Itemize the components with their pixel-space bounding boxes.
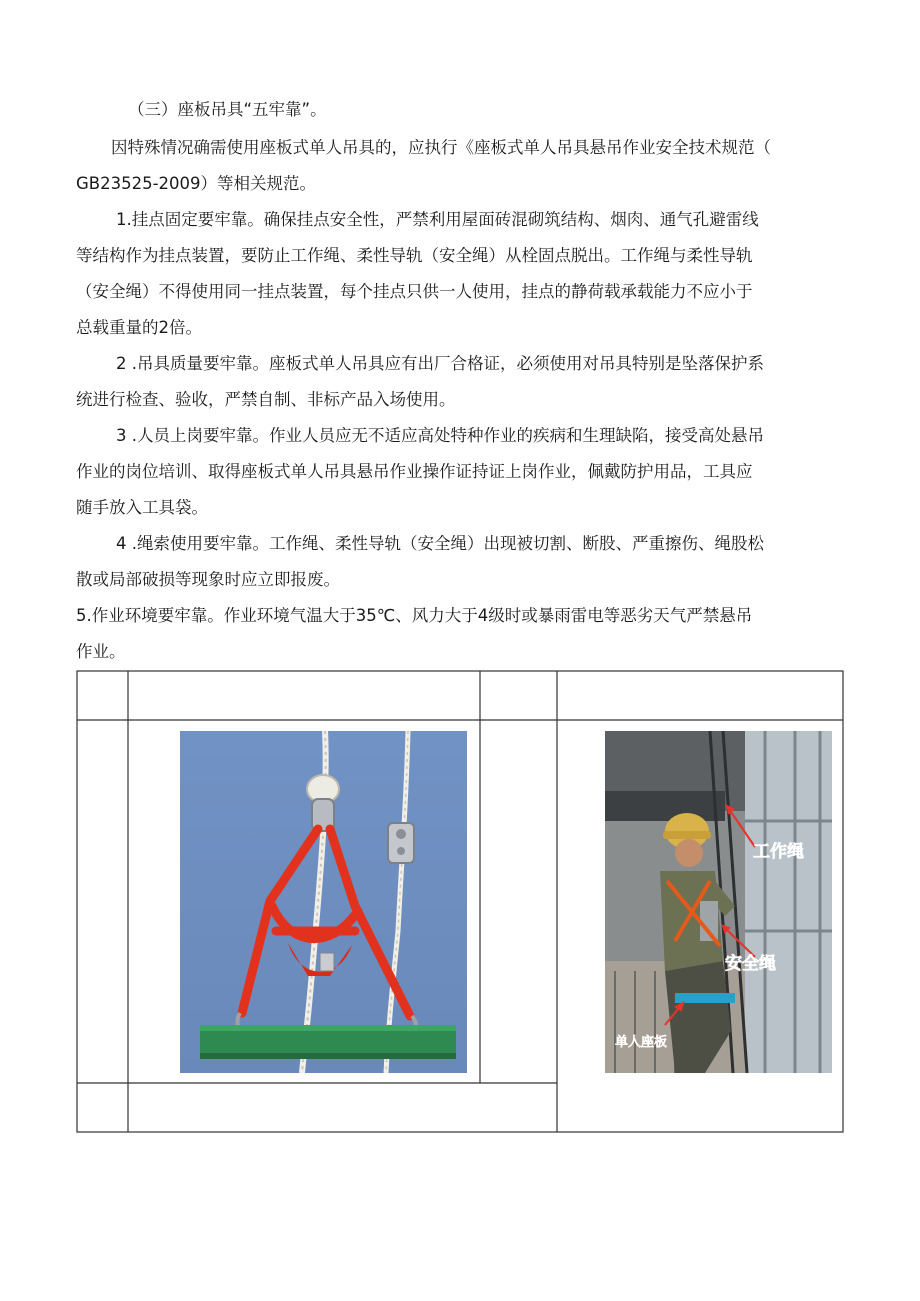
item-3-line-1: 3 .人员上岗要牢靠。作业人员应无不适应高处特种作业的疾病和生理缺陷，接受高处悬吊 [116, 426, 764, 445]
work-rope-label: 工作绳 [753, 842, 804, 862]
item-4-line-1: 4 .绳索使用要牢靠。工作绳、柔性导轨（安全绳）出现被切割、断股、严重擦伤、绳股松 [116, 534, 764, 553]
item-5-line-1: 5.作业环境要牢靠。作业环境气温大于35℃、风力大于4级时或暴雨雷电等恶劣天气严禁悬吊 [76, 606, 753, 625]
item-5-line-2: 作业。 [76, 642, 126, 661]
item-1-line-2: 等结构作为挂点装置，要防止工作绳、柔性导轨（安全绳）从栓固点脱出。工作绳与柔性导轨 [76, 246, 753, 265]
item-1-line-4: 总载重量的2倍。 [76, 318, 202, 337]
intro-line-2: GB23525-2009）等相关规范。 [76, 174, 317, 193]
intro-line-1: 因特殊情况确需使用座板式单人吊具的，应执行《座板式单人吊具悬吊作业安全技术规范（ [111, 138, 771, 157]
item-2-line-1: 2 .吊具质量要牢靠。座板式单人吊具应有出厂合格证，必须使用对吊具特别是坠落保护系 [116, 354, 764, 373]
seat-board-label: 单人座板 [615, 1035, 668, 1050]
item-2-line-2: 统进行检查、验收，严禁自制、非标产品入场使用。 [76, 390, 456, 409]
item-3-line-2: 作业的岗位培训、取得座板式单人吊具悬吊作业操作证持证上岗作业，佩戴防护用品，工具应 [76, 462, 753, 481]
safety-rope-label: 安全绳 [725, 954, 776, 974]
item-1-line-1: 1.挂点固定要牢靠。确保挂点安全性，严禁利用屋面砖混砌筑结构、烟肉、通气孔避雷线 [116, 210, 759, 229]
item-3-line-3: 随手放入工具袋。 [76, 498, 208, 517]
worker-photo [605, 731, 832, 1073]
seat-board-photo [180, 731, 467, 1073]
item-1-line-3: （安全绳）不得使用同一挂点装置，每个挂点只供一人使用，挂点的静荷载承载能力不应小于 [76, 282, 753, 301]
item-4-line-2: 散或局部破损等现象时应立即报废。 [76, 570, 340, 589]
section-heading: （三）座板吊具“五牢靠”。 [128, 100, 327, 119]
